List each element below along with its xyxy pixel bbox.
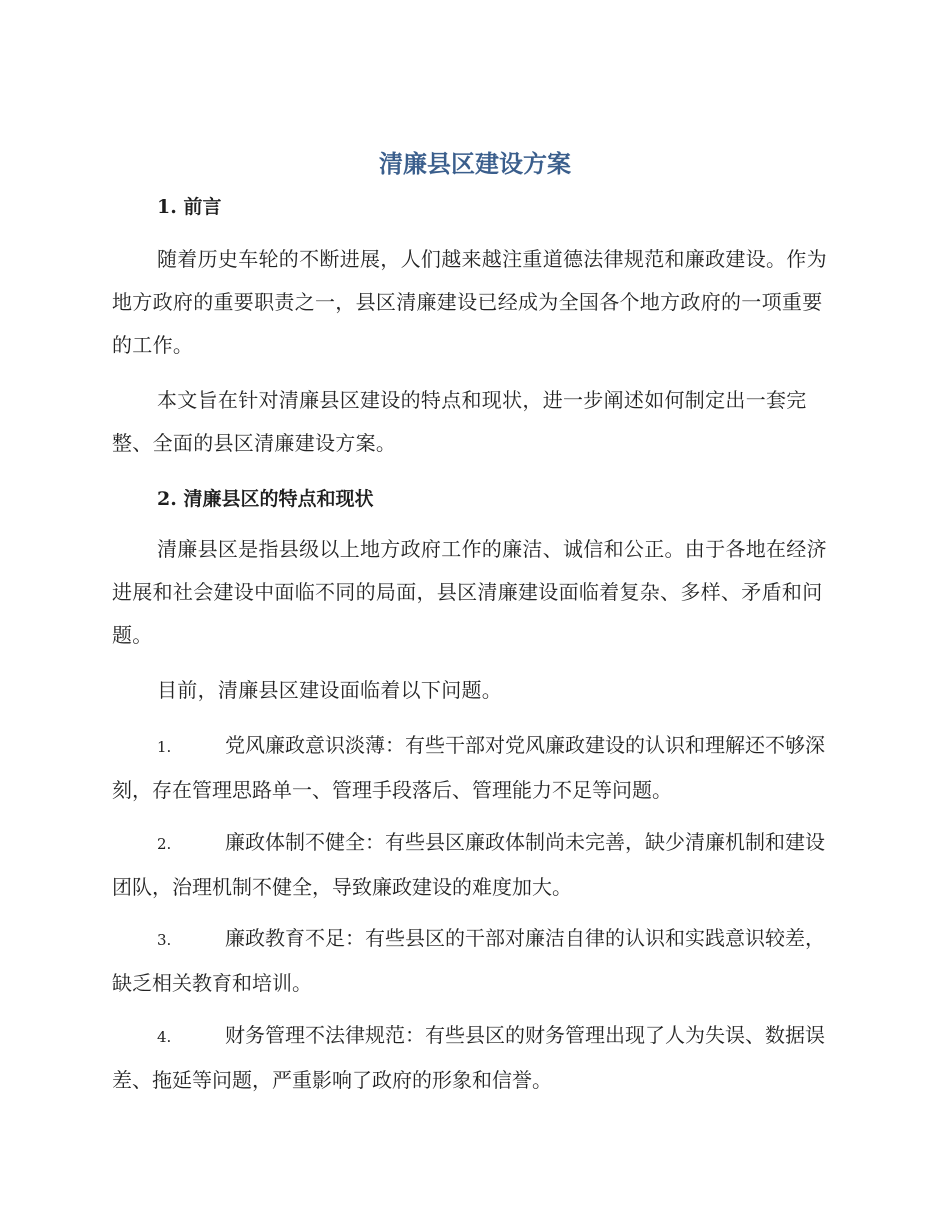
list-item — [112, 724, 842, 812]
paragraph-status-1: 清廉县区是指县级以上地方政府工作的廉洁、诚信和公正。由于各地在经济进展和社会建设中面临不同的局面，县区清廉建设面临着复杂、多样、矛盾和问题。 — [112, 537, 827, 647]
list-item-text: 党风廉政意识淡薄：有些干部对党风廉政建设的认识和理解还不够深刻，存在管理思路单一、管理手段落后、管理能力不足等问题。 — [112, 733, 825, 802]
section-heading-status: 2. 清廉县区的特点和现状 — [157, 488, 374, 510]
list-item-text: 财务管理不法律规范：有些县区的财务管理出现了人为失误、数据误差、拖延等问题，严重影响了政府的形象和信誉。 — [112, 1023, 825, 1092]
list-item-number: 1. — [157, 738, 172, 756]
paragraph-intro-1: 随着历史车轮的不断进展，人们越来越注重道德法律规范和廉政建设。作为地方政府的重要职责之一，县区清廉建设已经成为全国各个地方政府的一项重要的工作。 — [112, 247, 827, 357]
section-heading-intro: 1. 前言 — [157, 196, 222, 218]
paragraph-status-2: 目前，清廉县区建设面临着以下问题。 — [157, 678, 503, 702]
list-item-number: 2. — [157, 835, 172, 853]
list-item-text: 廉政体制不健全：有些县区廉政体制尚未完善，缺少清廉机制和建设团队，治理机制不健全，导致廉政建设的难度加大。 — [112, 830, 825, 899]
list-item-number: 3. — [157, 931, 172, 949]
list-item — [112, 1014, 842, 1102]
list-item-text: 廉政教育不足：有些县区的干部对廉洁自律的认识和实践意识较差，缺乏相关教育和培训。 — [112, 926, 825, 995]
paragraph-intro-2: 本文旨在针对清廉县区建设的特点和现状，进一步阐述如何制定出一套完整、全面的县区清廉建设方案。 — [112, 388, 807, 455]
list-item — [112, 821, 842, 909]
list-item-number: 4. — [157, 1028, 172, 1046]
list-item — [112, 917, 842, 1005]
document-title: 清廉县区建设方案 — [379, 149, 571, 178]
